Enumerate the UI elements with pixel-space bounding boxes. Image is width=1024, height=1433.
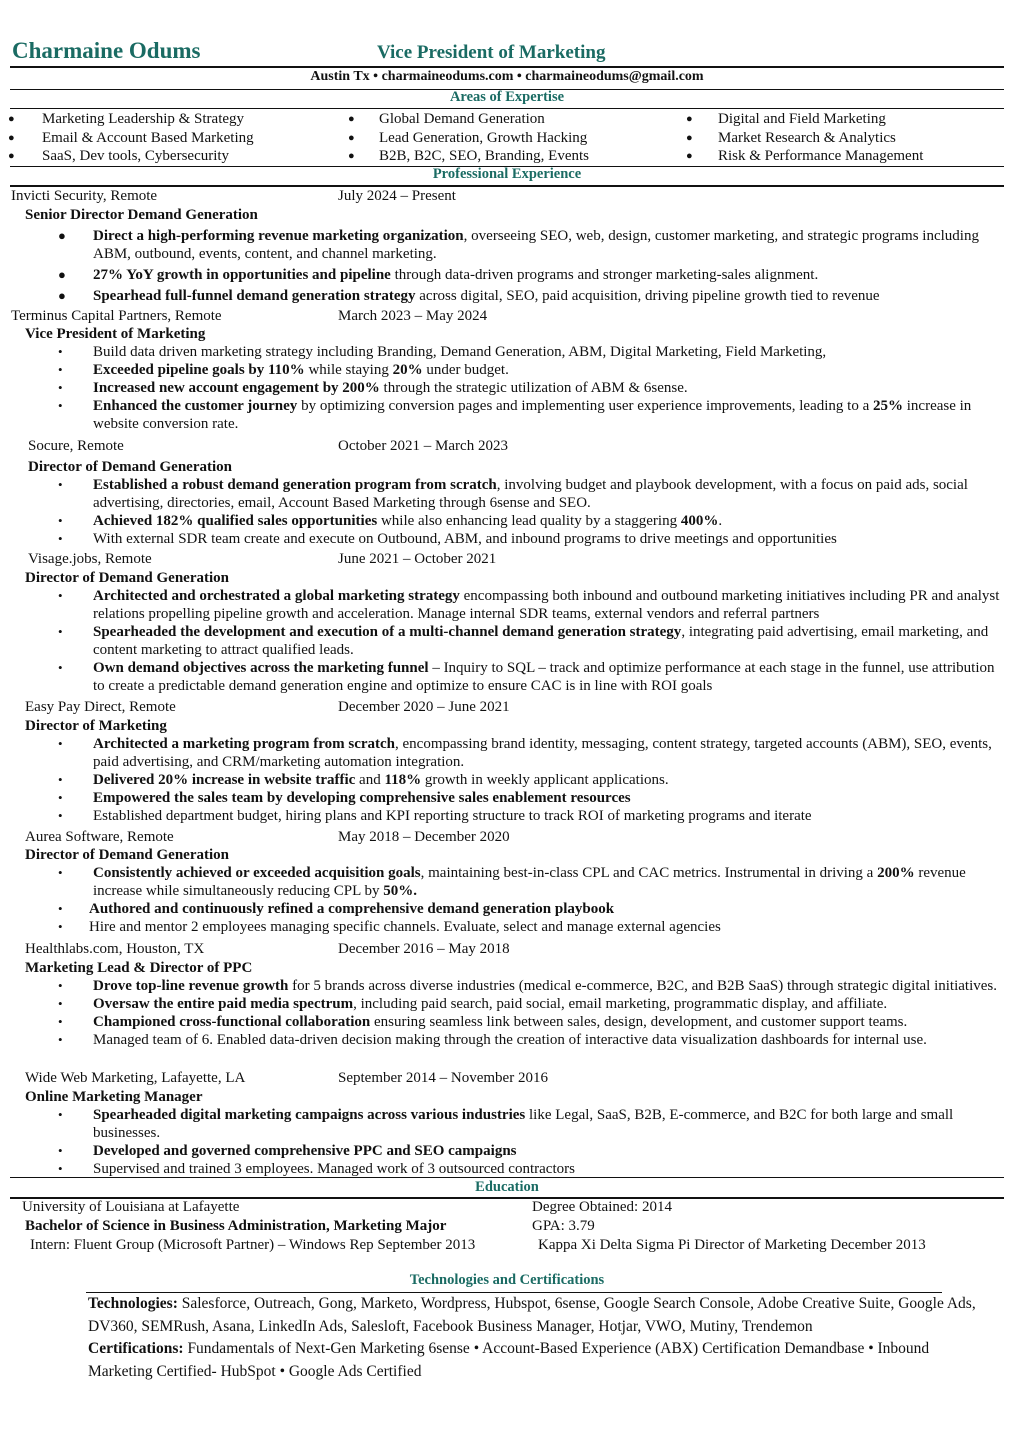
job-company: Socure, Remote: [28, 438, 124, 454]
bullet-item: ● 27% YoY growth in opportunities and pipeline through data-driven programs and stronger marketing-sales alignment.: [58, 267, 819, 283]
list-item: ● SaaS, Dev tools, Cybersecurity: [8, 148, 230, 164]
job-role: Online Marketing Manager: [25, 1089, 203, 1105]
job-entry: [0, 940, 1014, 1049]
job-dates: September 2014 – November 2016: [338, 1070, 548, 1086]
candidate-name: Charmaine Odums: [12, 38, 201, 63]
candidate-title: Vice President of Marketing: [377, 42, 606, 63]
bullet-item: • Developed and governed comprehensive PPC and SEO campaigns: [58, 1143, 517, 1159]
bullet-item: • With external SDR team create and execute on Outbound, ABM, and inbound programs to drive meetings and opportunities: [58, 531, 837, 547]
job-entry: [0, 307, 1014, 433]
bullet-item: • Championed cross-functional collaboration ensuring seamless link between sales, design, development, and customer support teams.: [58, 1014, 908, 1030]
bullet-item: • Spearheaded the development and execution of a multi-channel demand generation strategy, integrating paid advertising, email marketing, and content marketing to attract qualified leads.: [58, 624, 989, 658]
contact-line: Austin Tx • charmaineodums.com • charmaineodums@gmail.com: [310, 69, 704, 84]
bullet-item: • Enhanced the customer journey by optimizing conversion pages and implementing user experience improvements, leading to a 25% increase in website conversion rate.: [58, 398, 972, 432]
job-dates: October 2021 – March 2023: [338, 438, 508, 454]
job-company: Aurea Software, Remote: [25, 829, 174, 845]
job-role: Director of Demand Generation: [25, 847, 229, 863]
list-item: ● B2B, B2C, SEO, Branding, Events: [348, 148, 590, 164]
job-dates: December 2020 – June 2021: [338, 699, 510, 715]
bullet-item: • Architected and orchestrated a global marketing strategy encompassing both inbound and outbound marketing initiatives including PR and analyst relations propelling pipeline growth and acceleration. Manage internal SDR teams, external vendors and referral partners: [58, 588, 1000, 622]
expertise-column-2: [348, 110, 678, 166]
job-entry: [0, 698, 1014, 825]
job-company: Terminus Capital Partners, Remote: [11, 308, 222, 324]
bullet-item: • Supervised and trained 3 employees. Managed work of 3 outsourced contractors: [58, 1161, 575, 1177]
tech-heading: Technologies and Certifications: [409, 1272, 605, 1288]
list-item: ● Global Demand Generation: [348, 111, 545, 127]
education-block: [0, 1198, 1014, 1255]
job-company: Invicti Security, Remote: [11, 188, 158, 204]
job-company: Wide Web Marketing, Lafayette, LA: [25, 1070, 246, 1086]
list-item: ● Digital and Field Marketing: [686, 111, 886, 127]
bullet-item: • Authored and continuously refined a comprehensive demand generation playbook: [58, 901, 615, 917]
bullet-item: • Established department budget, hiring plans and KPI reporting structure to track ROI of marketing programs and iterate: [58, 808, 812, 824]
internship: Intern: Fluent Group (Microsoft Partner) – Windows Rep September 2013: [30, 1237, 476, 1253]
bullet-item: • Architected a marketing program from scratch, encompassing brand identity, messaging, content strategy, targeted accounts (ABM), SEO, events, paid advertising, and CRM/marketing automation integration.: [58, 736, 992, 770]
job-dates: December 2016 – May 2018: [338, 941, 510, 957]
job-role: Marketing Lead & Director of PPC: [25, 960, 253, 976]
job-entry: [0, 187, 1014, 305]
bullet-item: • Managed team of 6. Enabled data-driven decision making through the creation of interactive data visualization dashboards for internal use.: [58, 1032, 927, 1048]
expertise-rule: [10, 108, 1004, 109]
bullet-item: • Build data driven marketing strategy including Branding, Demand Generation, ABM, Digital Marketing, Field Marketing,: [58, 344, 827, 360]
list-item: ● Risk & Performance Management: [686, 148, 924, 164]
job-role: Vice President of Marketing: [25, 326, 206, 342]
gpa: GPA: 3.79: [532, 1218, 595, 1234]
job-dates: May 2018 – December 2020: [338, 829, 510, 845]
job-entry: [0, 550, 1014, 695]
bullet-item: • Hire and mentor 2 employees managing specific channels. Evaluate, select and manage external agencies: [58, 919, 721, 935]
bullet-item: • Spearheaded digital marketing campaigns across various industries like Legal, SaaS, B2B, E-commerce, and B2C for both large and small businesses.: [58, 1107, 954, 1141]
school-name: University of Louisiana at Lafayette: [22, 1199, 240, 1215]
job-role: Director of Demand Generation: [25, 570, 229, 586]
bullet-item: • Increased new account engagement by 200% through the strategic utilization of ABM & 6sense.: [58, 380, 688, 396]
job-dates: June 2021 – October 2021: [338, 551, 497, 567]
list-item: ● Email & Account Based Marketing: [8, 129, 254, 146]
bullet-item: • Empowered the sales team by developing comprehensive sales enablement resources: [58, 790, 631, 806]
expertise-column-1: [8, 110, 338, 166]
list-item: ● Market Research & Analytics: [686, 129, 896, 146]
job-role: Senior Director Demand Generation: [25, 207, 258, 223]
job-dates: July 2024 – Present: [338, 188, 456, 204]
bullet-item: • Own demand objectives across the marketing funnel – Inquiry to SQL – track and optimize performance at each stage in the funnel, use attribution to create a predictable demand generation engine and optimize to ensure CAC is in line with ROI goals: [58, 660, 995, 694]
bullet-item: • Delivered 20% increase in website traffic and 118% growth in weekly applicant applications.: [58, 772, 669, 788]
technologies-paragraph: Technologies: Salesforce, Outreach, Gong, Marketo, Wordpress, Hubspot, 6sense, Google Search Console, Adobe Creative Suite, Google Ads, DV360, SEMRush, Asana, LinkedIn Ads, Salesloft, Facebook Business Manager, Hotjar, VWO, Mutiny, Trendemon: [88, 1295, 976, 1335]
bullet-item: • Achieved 182% qualified sales opportunities while also enhancing lead quality by a staggering 400%.: [58, 513, 723, 529]
tech-block: [88, 1293, 988, 1383]
bullet-item: ● Spearhead full-funnel demand generation strategy across digital, SEO, paid acquisition, driving pipeline growth tied to revenue: [58, 288, 880, 304]
job-role: Director of Marketing: [25, 718, 167, 734]
header-rule: [10, 66, 1004, 68]
bullet-item: • Exceeded pipeline goals by 110% while staying 20% under budget.: [58, 362, 509, 378]
bullet-item: • Established a robust demand generation program from scratch, involving budget and playbook development, with a focus on paid ads, social advertising, directories, email, Account Based Marketing through 6sense and SEO.: [58, 477, 968, 511]
job-company: Healthlabs.com, Houston, TX: [25, 941, 205, 957]
certifications-paragraph: Certifications: Fundamentals of Next-Gen Marketing 6sense • Account-Based Experience (ABX) Certification Demandbase • Inbound Marketing Certified- HubSpot • Google Ads Certified: [88, 1340, 930, 1380]
job-role: Director of Demand Generation: [28, 459, 232, 475]
expertise-heading: Areas of Expertise: [449, 89, 565, 105]
bullet-item: • Drove top-line revenue growth for 5 brands across diverse industries (medical e-commerce, B2C, and B2B SaaS) through strategic digital initiatives.: [58, 978, 997, 994]
list-item: ● Lead Generation, Growth Hacking: [348, 129, 588, 146]
list-item: ● Marketing Leadership & Strategy: [8, 111, 245, 127]
experience-heading: Professional Experience: [432, 166, 582, 182]
bullet-item: • Consistently achieved or exceeded acquisition goals, maintaining best-in-class CPL and CAC metrics. Instrumental in driving a 200% revenue increase while simultaneously reducing CPL by 50%.: [58, 865, 966, 899]
degree-name: Bachelor of Science in Business Administration, Marketing Major: [25, 1218, 447, 1234]
job-entry: [0, 437, 1014, 548]
expertise-column-3: [686, 110, 1006, 166]
job-entry: [0, 1069, 1014, 1178]
activity: Kappa Xi Delta Sigma Pi Director of Marketing December 2013: [538, 1237, 926, 1253]
education-top-rule: [10, 1177, 1004, 1178]
job-company: Easy Pay Direct, Remote: [25, 699, 176, 715]
job-dates: March 2023 – May 2024: [338, 308, 488, 324]
education-heading: Education: [475, 1179, 539, 1195]
bullet-item: • Oversaw the entire paid media spectrum, including paid search, paid social, email marketing, programmatic display, and affiliate.: [58, 996, 888, 1012]
job-entry: [0, 828, 1014, 936]
job-company: Visage.jobs, Remote: [28, 551, 152, 567]
degree-year: Degree Obtained: 2014: [532, 1199, 672, 1215]
bullet-item: ● Direct a high-performing revenue marketing organization, overseeing SEO, web, design, customer marketing, and strategic programs including ABM, outbound, events, content, and channel marketing.: [58, 228, 979, 262]
